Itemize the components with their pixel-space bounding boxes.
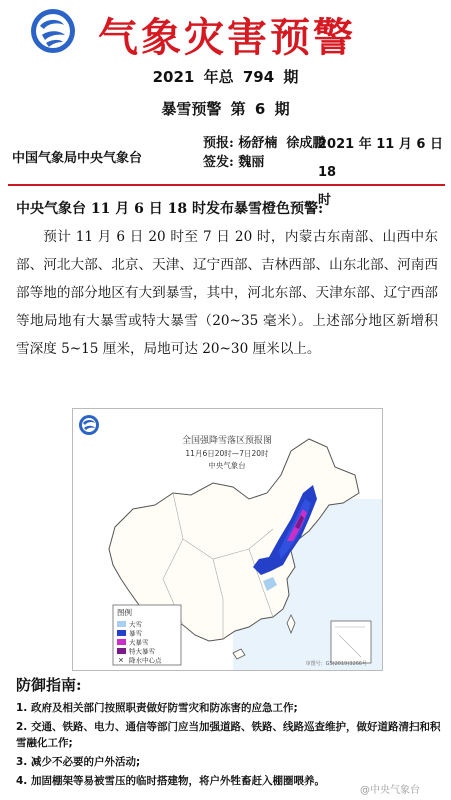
lead-sentence: 中央气象台 11 月 6 日 18 时发布暴雪橙色预警: — [16, 201, 324, 217]
issue-period-label: 期 — [283, 68, 299, 86]
forecaster-row — [203, 134, 325, 153]
warning-type: 暴雪预警 — [161, 100, 222, 118]
map-approval-footer: 审图号：GS(2019)3266号 — [305, 661, 367, 667]
guide-item: 2. 交通、铁路、电力、通信等部门应当加强道路、铁路、线路巡查维护，做好道路清扫和积雪融化工作; — [16, 721, 441, 749]
legend-label: 暴雪 — [129, 629, 142, 638]
forecast-body: 预计 11 月 6 日 20 时至 7 日 20 时，内蒙古东南部、山西中东部、河北大部、北京、天津、辽宁西部、吉林西部、山东北部、河南西部等地的部分地区有大到暴雪，其中，河北东部、天津东部、辽宁西部等地局地有大暴雪或特大暴雪（20~35 毫米）。上述部分地区新增积雪深度 5~15 厘米，局地可达 20~30 厘米以上。 — [16, 229, 438, 357]
legend-swatch — [117, 648, 126, 654]
header — [0, 0, 451, 62]
map-logo-icon — [79, 415, 99, 435]
legend-swatch — [117, 639, 126, 645]
staff-block — [203, 134, 325, 172]
issue-number-line — [0, 66, 451, 87]
warning-number-line — [0, 98, 451, 119]
legend-marker-icon: ✕ — [118, 656, 124, 665]
issue-year: 2021 — [152, 68, 195, 86]
legend-label: 降水中心点 — [129, 656, 162, 665]
issue-total-label: 年总 — [203, 68, 234, 86]
issue-number: 794 — [242, 68, 275, 86]
legend-label: 大暴雪 — [129, 638, 149, 647]
red-divider — [8, 184, 445, 186]
guide-item: 4. 加固棚架等易被雪压的临时搭建物，将户外牲畜赶入棚圈喂养。 — [16, 775, 325, 787]
map-title: 全国强降雪落区预报图 — [181, 436, 273, 446]
issue-datetime — [318, 131, 446, 215]
cma-logo-icon — [30, 8, 76, 54]
legend-swatch — [117, 621, 126, 627]
issuing-organization: 中国气象局中央气象台 — [12, 151, 143, 166]
legend-title: 图例 — [117, 608, 132, 617]
issuer-label: 签发: — [203, 155, 234, 170]
guide-list — [16, 700, 441, 792]
issuer-name: 魏丽 — [238, 155, 265, 170]
warning-number: 6 — [254, 100, 266, 118]
legend-swatch — [117, 630, 126, 636]
forecaster-names: 杨舒楠 徐成鹏 — [238, 136, 326, 151]
issuer-row — [203, 153, 325, 172]
warning-no-label: 第 — [230, 100, 246, 118]
map-agency: 中央气象台 — [208, 461, 246, 470]
forecast-label: 预报: — [203, 136, 234, 151]
legend-label: 特大暴雪 — [129, 647, 155, 656]
guide-item: 3. 减少不必要的户外活动; — [16, 756, 141, 768]
warning-period-label: 期 — [274, 100, 290, 118]
snowfall-forecast-map — [72, 408, 383, 671]
weibo-watermark: @中央气象台 — [360, 785, 420, 796]
document-title: 气象灾害预警 — [98, 14, 356, 61]
issue-datetime-line1: 2021 年 11 月 6 日 18 — [318, 137, 443, 180]
legend-label: 大雪 — [129, 620, 142, 629]
guide-item: 1. 政府及相关部门按照职责做好防雪灾和防冻害的应急工作; — [16, 702, 298, 714]
guide-heading: 防御指南: — [16, 676, 82, 694]
map-legend — [113, 605, 181, 665]
map-period: 11月6日20时—7日20时 — [185, 449, 269, 458]
issue-datetime-line2: 时 — [318, 193, 332, 208]
